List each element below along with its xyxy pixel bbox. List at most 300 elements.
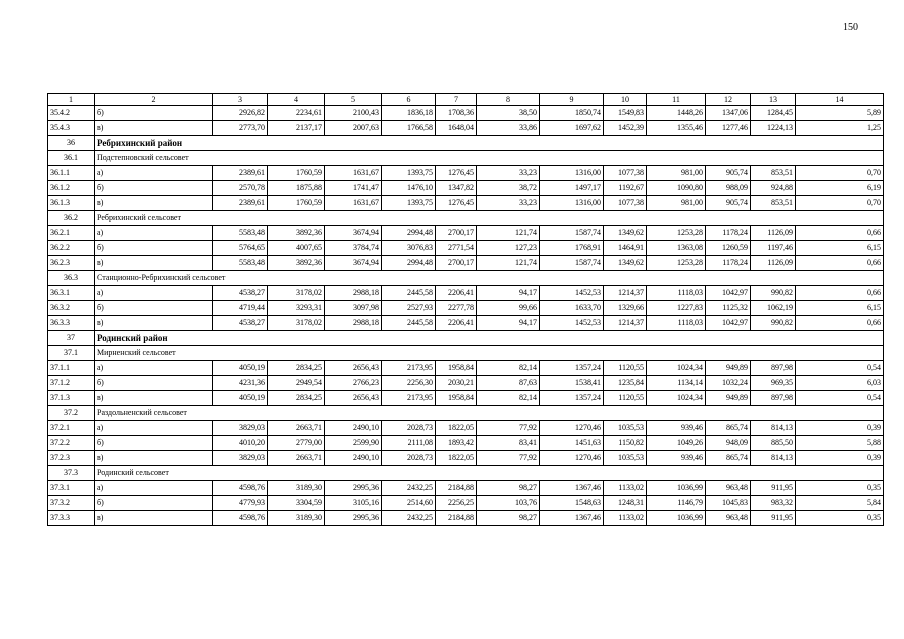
- row-code-cell: 35.4.2: [48, 106, 95, 121]
- value-cell: 2949,54: [268, 376, 325, 391]
- settlement-heading-row: [48, 346, 884, 361]
- value-cell: 3892,36: [268, 256, 325, 271]
- value-cell: 1062,19: [751, 301, 796, 316]
- value-cell: 1126,09: [751, 256, 796, 271]
- row-code-cell: 37.1.1: [48, 361, 95, 376]
- value-cell: 2432,25: [382, 481, 436, 496]
- value-cell: 2445,58: [382, 316, 436, 331]
- value-cell: 1178,24: [706, 226, 751, 241]
- value-cell: 2994,48: [382, 256, 436, 271]
- value-cell: 1042,97: [706, 286, 751, 301]
- table-row: [48, 301, 884, 316]
- value-cell: 1850,74: [540, 106, 604, 121]
- value-cell: 1393,75: [382, 196, 436, 211]
- row-code-cell: 37.3.1: [48, 481, 95, 496]
- value-cell: 2995,36: [325, 511, 382, 526]
- value-cell: 981,00: [647, 196, 706, 211]
- row-code-cell: 36.1.2: [48, 181, 95, 196]
- heading-code-cell: 36.3: [48, 271, 95, 286]
- column-number-cell: 13: [751, 94, 796, 106]
- value-cell: 939,46: [647, 451, 706, 466]
- value-cell: 1253,28: [647, 226, 706, 241]
- row-variant-cell: в): [95, 316, 213, 331]
- value-cell: 1197,46: [751, 241, 796, 256]
- value-cell: 3105,16: [325, 496, 382, 511]
- value-cell: 2256,25: [436, 496, 477, 511]
- value-cell: 1741,47: [325, 181, 382, 196]
- value-cell: 1363,08: [647, 241, 706, 256]
- value-cell: 1316,00: [540, 166, 604, 181]
- value-cell: 2490,10: [325, 451, 382, 466]
- value-cell: 127,23: [477, 241, 540, 256]
- value-cell: 1146,79: [647, 496, 706, 511]
- value-cell: 1587,74: [540, 226, 604, 241]
- value-cell: 1549,83: [604, 106, 647, 121]
- table-row: [48, 391, 884, 406]
- value-cell: 948,09: [706, 436, 751, 451]
- value-cell: 4050,19: [213, 391, 268, 406]
- value-cell: 1875,88: [268, 181, 325, 196]
- heading-title-cell: Раздольненский сельсовет: [95, 406, 884, 421]
- value-cell: 1452,39: [604, 121, 647, 136]
- heading-code-cell: 36: [48, 136, 95, 151]
- value-cell: 3892,36: [268, 226, 325, 241]
- column-number-cell: 8: [477, 94, 540, 106]
- row-code-cell: 36.1.1: [48, 166, 95, 181]
- value-cell: 6,15: [796, 241, 884, 256]
- column-number-cell: 4: [268, 94, 325, 106]
- value-cell: 94,17: [477, 286, 540, 301]
- region-heading-row: [48, 331, 884, 346]
- value-cell: 6,19: [796, 181, 884, 196]
- value-cell: 1768,91: [540, 241, 604, 256]
- table-row: [48, 226, 884, 241]
- value-cell: 911,95: [751, 511, 796, 526]
- value-cell: 2389,61: [213, 166, 268, 181]
- table-row: [48, 241, 884, 256]
- value-cell: 1120,55: [604, 391, 647, 406]
- row-variant-cell: в): [95, 391, 213, 406]
- value-cell: 3097,98: [325, 301, 382, 316]
- value-cell: 2700,17: [436, 226, 477, 241]
- table-row: [48, 121, 884, 136]
- value-cell: 939,46: [647, 421, 706, 436]
- page-number: 150: [843, 22, 858, 33]
- column-number-cell: 11: [647, 94, 706, 106]
- heading-code-cell: 37.1: [48, 346, 95, 361]
- value-cell: 2111,08: [382, 436, 436, 451]
- value-cell: 1260,59: [706, 241, 751, 256]
- value-cell: 5764,65: [213, 241, 268, 256]
- value-cell: 1349,62: [604, 256, 647, 271]
- value-cell: 1631,67: [325, 196, 382, 211]
- value-cell: 2700,17: [436, 256, 477, 271]
- row-variant-cell: б): [95, 241, 213, 256]
- value-cell: 0,66: [796, 226, 884, 241]
- row-code-cell: 36.2.1: [48, 226, 95, 241]
- table-row: [48, 421, 884, 436]
- value-cell: 121,74: [477, 256, 540, 271]
- row-code-cell: 37.1.2: [48, 376, 95, 391]
- row-code-cell: 36.3.2: [48, 301, 95, 316]
- value-cell: 814,13: [751, 421, 796, 436]
- value-cell: 1235,84: [604, 376, 647, 391]
- value-cell: 1036,99: [647, 481, 706, 496]
- value-cell: 1760,59: [268, 166, 325, 181]
- value-cell: 0,70: [796, 196, 884, 211]
- value-cell: 1367,46: [540, 481, 604, 496]
- value-cell: 83,41: [477, 436, 540, 451]
- value-cell: 1126,09: [751, 226, 796, 241]
- row-variant-cell: б): [95, 301, 213, 316]
- value-cell: 87,63: [477, 376, 540, 391]
- value-cell: 1118,03: [647, 286, 706, 301]
- table-row: [48, 106, 884, 121]
- value-cell: 1538,41: [540, 376, 604, 391]
- value-cell: 1150,82: [604, 436, 647, 451]
- value-cell: 2779,00: [268, 436, 325, 451]
- value-cell: 4050,19: [213, 361, 268, 376]
- value-cell: 3293,31: [268, 301, 325, 316]
- value-cell: 1077,38: [604, 166, 647, 181]
- value-cell: 1464,91: [604, 241, 647, 256]
- value-cell: 2256,30: [382, 376, 436, 391]
- value-cell: 1,25: [796, 121, 884, 136]
- value-cell: 1042,97: [706, 316, 751, 331]
- value-cell: 38,50: [477, 106, 540, 121]
- row-variant-cell: а): [95, 481, 213, 496]
- value-cell: 4007,65: [268, 241, 325, 256]
- value-cell: 82,14: [477, 361, 540, 376]
- table-row: [48, 436, 884, 451]
- value-cell: 4598,76: [213, 481, 268, 496]
- value-cell: 0,35: [796, 511, 884, 526]
- value-cell: 2173,95: [382, 361, 436, 376]
- value-cell: 1329,66: [604, 301, 647, 316]
- value-cell: 6,15: [796, 301, 884, 316]
- value-cell: 2432,25: [382, 511, 436, 526]
- value-cell: 2994,48: [382, 226, 436, 241]
- value-cell: 1357,24: [540, 391, 604, 406]
- value-cell: 3178,02: [268, 316, 325, 331]
- row-variant-cell: в): [95, 256, 213, 271]
- value-cell: 1357,24: [540, 361, 604, 376]
- value-cell: 2030,21: [436, 376, 477, 391]
- value-cell: 981,00: [647, 166, 706, 181]
- value-cell: 2656,43: [325, 361, 382, 376]
- table-row: [48, 256, 884, 271]
- value-cell: 4538,27: [213, 316, 268, 331]
- value-cell: 1355,46: [647, 121, 706, 136]
- value-cell: 1766,58: [382, 121, 436, 136]
- heading-code-cell: 37.2: [48, 406, 95, 421]
- value-cell: 897,98: [751, 361, 796, 376]
- value-cell: 3178,02: [268, 286, 325, 301]
- value-cell: 0,66: [796, 256, 884, 271]
- row-variant-cell: в): [95, 511, 213, 526]
- value-cell: 1134,14: [647, 376, 706, 391]
- value-cell: 2206,41: [436, 316, 477, 331]
- table-row: [48, 166, 884, 181]
- value-cell: 1090,80: [647, 181, 706, 196]
- value-cell: 897,98: [751, 391, 796, 406]
- value-cell: 1316,00: [540, 196, 604, 211]
- value-cell: 3304,59: [268, 496, 325, 511]
- value-cell: 33,86: [477, 121, 540, 136]
- table-row: [48, 496, 884, 511]
- value-cell: 0,35: [796, 481, 884, 496]
- heading-code-cell: 36.1: [48, 151, 95, 166]
- row-code-cell: 37.1.3: [48, 391, 95, 406]
- value-cell: 1760,59: [268, 196, 325, 211]
- value-cell: 33,23: [477, 166, 540, 181]
- value-cell: 1452,53: [540, 316, 604, 331]
- column-number-cell: 14: [796, 94, 884, 106]
- value-cell: 2184,88: [436, 481, 477, 496]
- value-cell: 1648,04: [436, 121, 477, 136]
- value-cell: 4598,76: [213, 511, 268, 526]
- heading-title-cell: Станционно-Ребрихинский сельсовет: [95, 271, 884, 286]
- value-cell: 1253,28: [647, 256, 706, 271]
- value-cell: 924,88: [751, 181, 796, 196]
- value-cell: 2206,41: [436, 286, 477, 301]
- value-cell: 1049,26: [647, 436, 706, 451]
- value-cell: 6,03: [796, 376, 884, 391]
- value-cell: 103,76: [477, 496, 540, 511]
- table-row: [48, 196, 884, 211]
- value-cell: 2773,70: [213, 121, 268, 136]
- value-cell: 1276,45: [436, 196, 477, 211]
- value-cell: 1452,53: [540, 286, 604, 301]
- value-cell: 2926,82: [213, 106, 268, 121]
- value-cell: 853,51: [751, 196, 796, 211]
- value-cell: 3076,83: [382, 241, 436, 256]
- row-variant-cell: б): [95, 496, 213, 511]
- value-cell: 2663,71: [268, 421, 325, 436]
- settlement-heading-row: [48, 211, 884, 226]
- value-cell: 2007,63: [325, 121, 382, 136]
- value-cell: 1214,37: [604, 316, 647, 331]
- value-cell: 2988,18: [325, 286, 382, 301]
- table-row: [48, 286, 884, 301]
- value-cell: 885,50: [751, 436, 796, 451]
- value-cell: 1178,24: [706, 256, 751, 271]
- value-cell: 3674,94: [325, 226, 382, 241]
- heading-title-cell: Мирненский сельсовет: [95, 346, 884, 361]
- value-cell: 2490,10: [325, 421, 382, 436]
- column-number-cell: 2: [95, 94, 213, 106]
- row-code-cell: 36.2.3: [48, 256, 95, 271]
- value-cell: 1958,84: [436, 361, 477, 376]
- value-cell: 1214,37: [604, 286, 647, 301]
- value-cell: 1822,05: [436, 451, 477, 466]
- value-cell: 4231,36: [213, 376, 268, 391]
- settlement-heading-row: [48, 406, 884, 421]
- value-cell: 1893,42: [436, 436, 477, 451]
- value-cell: 969,35: [751, 376, 796, 391]
- value-cell: 0,66: [796, 316, 884, 331]
- value-cell: 1349,62: [604, 226, 647, 241]
- value-cell: 2995,36: [325, 481, 382, 496]
- table-row: [48, 511, 884, 526]
- value-cell: 1036,99: [647, 511, 706, 526]
- value-cell: 2234,61: [268, 106, 325, 121]
- table-row: [48, 376, 884, 391]
- row-code-cell: 37.2.1: [48, 421, 95, 436]
- value-cell: 1133,02: [604, 511, 647, 526]
- value-cell: 4010,20: [213, 436, 268, 451]
- value-cell: 1448,26: [647, 106, 706, 121]
- value-cell: 1227,83: [647, 301, 706, 316]
- row-code-cell: 36.1.3: [48, 196, 95, 211]
- value-cell: 4719,44: [213, 301, 268, 316]
- value-cell: 0,70: [796, 166, 884, 181]
- value-cell: 2277,78: [436, 301, 477, 316]
- value-cell: 949,89: [706, 361, 751, 376]
- value-cell: 2656,43: [325, 391, 382, 406]
- row-code-cell: 36.3.3: [48, 316, 95, 331]
- row-variant-cell: а): [95, 166, 213, 181]
- value-cell: 2028,73: [382, 451, 436, 466]
- value-cell: 990,82: [751, 316, 796, 331]
- value-cell: 2570,78: [213, 181, 268, 196]
- value-cell: 3829,03: [213, 421, 268, 436]
- row-variant-cell: б): [95, 436, 213, 451]
- value-cell: 949,89: [706, 391, 751, 406]
- value-cell: 99,66: [477, 301, 540, 316]
- value-cell: 3674,94: [325, 256, 382, 271]
- value-cell: 121,74: [477, 226, 540, 241]
- column-number-cell: 6: [382, 94, 436, 106]
- value-cell: 0,54: [796, 391, 884, 406]
- value-cell: 1631,67: [325, 166, 382, 181]
- table-row: [48, 451, 884, 466]
- value-cell: 988,09: [706, 181, 751, 196]
- value-cell: 0,39: [796, 451, 884, 466]
- value-cell: 1120,55: [604, 361, 647, 376]
- value-cell: 2184,88: [436, 511, 477, 526]
- value-cell: 1035,53: [604, 451, 647, 466]
- value-cell: 1347,82: [436, 181, 477, 196]
- value-cell: 0,54: [796, 361, 884, 376]
- value-cell: 82,14: [477, 391, 540, 406]
- value-cell: 1032,24: [706, 376, 751, 391]
- table-row: [48, 181, 884, 196]
- value-cell: 1476,10: [382, 181, 436, 196]
- column-number-cell: 12: [706, 94, 751, 106]
- value-cell: 1045,83: [706, 496, 751, 511]
- value-cell: 1393,75: [382, 166, 436, 181]
- value-cell: 77,92: [477, 421, 540, 436]
- value-cell: 2514,60: [382, 496, 436, 511]
- value-cell: 1836,18: [382, 106, 436, 121]
- column-number-row: [48, 94, 884, 106]
- value-cell: 905,74: [706, 166, 751, 181]
- value-cell: 2137,17: [268, 121, 325, 136]
- value-cell: 911,95: [751, 481, 796, 496]
- value-cell: 0,39: [796, 421, 884, 436]
- value-cell: 2028,73: [382, 421, 436, 436]
- value-cell: 4538,27: [213, 286, 268, 301]
- value-cell: 1497,17: [540, 181, 604, 196]
- row-code-cell: 37.3.2: [48, 496, 95, 511]
- value-cell: 1633,70: [540, 301, 604, 316]
- row-variant-cell: а): [95, 361, 213, 376]
- row-code-cell: 37.3.3: [48, 511, 95, 526]
- value-cell: 2663,71: [268, 451, 325, 466]
- value-cell: 963,48: [706, 481, 751, 496]
- value-cell: 3784,74: [325, 241, 382, 256]
- row-code-cell: 35.4.3: [48, 121, 95, 136]
- tariff-table: [47, 93, 884, 526]
- row-variant-cell: б): [95, 106, 213, 121]
- value-cell: 0,66: [796, 286, 884, 301]
- value-cell: 814,13: [751, 451, 796, 466]
- value-cell: 1451,63: [540, 436, 604, 451]
- value-cell: 2834,25: [268, 391, 325, 406]
- value-cell: 963,48: [706, 511, 751, 526]
- value-cell: 1192,67: [604, 181, 647, 196]
- heading-code-cell: 36.2: [48, 211, 95, 226]
- value-cell: 1248,31: [604, 496, 647, 511]
- value-cell: 865,74: [706, 451, 751, 466]
- value-cell: 98,27: [477, 511, 540, 526]
- row-variant-cell: а): [95, 421, 213, 436]
- table-row: [48, 361, 884, 376]
- value-cell: 1024,34: [647, 391, 706, 406]
- settlement-heading-row: [48, 151, 884, 166]
- heading-title-cell: Ребрихинский сельсовет: [95, 211, 884, 226]
- value-cell: 1035,53: [604, 421, 647, 436]
- value-cell: 5,89: [796, 106, 884, 121]
- value-cell: 2988,18: [325, 316, 382, 331]
- value-cell: 1822,05: [436, 421, 477, 436]
- column-number-cell: 10: [604, 94, 647, 106]
- region-heading-row: [48, 136, 884, 151]
- row-variant-cell: а): [95, 286, 213, 301]
- value-cell: 1587,74: [540, 256, 604, 271]
- value-cell: 3829,03: [213, 451, 268, 466]
- value-cell: 5583,48: [213, 256, 268, 271]
- settlement-heading-row: [48, 271, 884, 286]
- value-cell: 1024,34: [647, 361, 706, 376]
- value-cell: 2771,54: [436, 241, 477, 256]
- table-row: [48, 316, 884, 331]
- table-body: [48, 94, 884, 526]
- value-cell: 1958,84: [436, 391, 477, 406]
- value-cell: 5,88: [796, 436, 884, 451]
- row-variant-cell: б): [95, 376, 213, 391]
- column-number-cell: 1: [48, 94, 95, 106]
- value-cell: 1224,13: [751, 121, 796, 136]
- value-cell: 5,84: [796, 496, 884, 511]
- heading-title-cell: Родинский сельсовет: [95, 466, 884, 481]
- value-cell: 2766,23: [325, 376, 382, 391]
- row-variant-cell: в): [95, 451, 213, 466]
- column-number-cell: 5: [325, 94, 382, 106]
- row-variant-cell: в): [95, 121, 213, 136]
- value-cell: 1077,38: [604, 196, 647, 211]
- value-cell: 1133,02: [604, 481, 647, 496]
- table-row: [48, 481, 884, 496]
- value-cell: 853,51: [751, 166, 796, 181]
- value-cell: 4779,93: [213, 496, 268, 511]
- value-cell: 1276,45: [436, 166, 477, 181]
- value-cell: 983,32: [751, 496, 796, 511]
- value-cell: 905,74: [706, 196, 751, 211]
- value-cell: 2527,93: [382, 301, 436, 316]
- column-number-cell: 9: [540, 94, 604, 106]
